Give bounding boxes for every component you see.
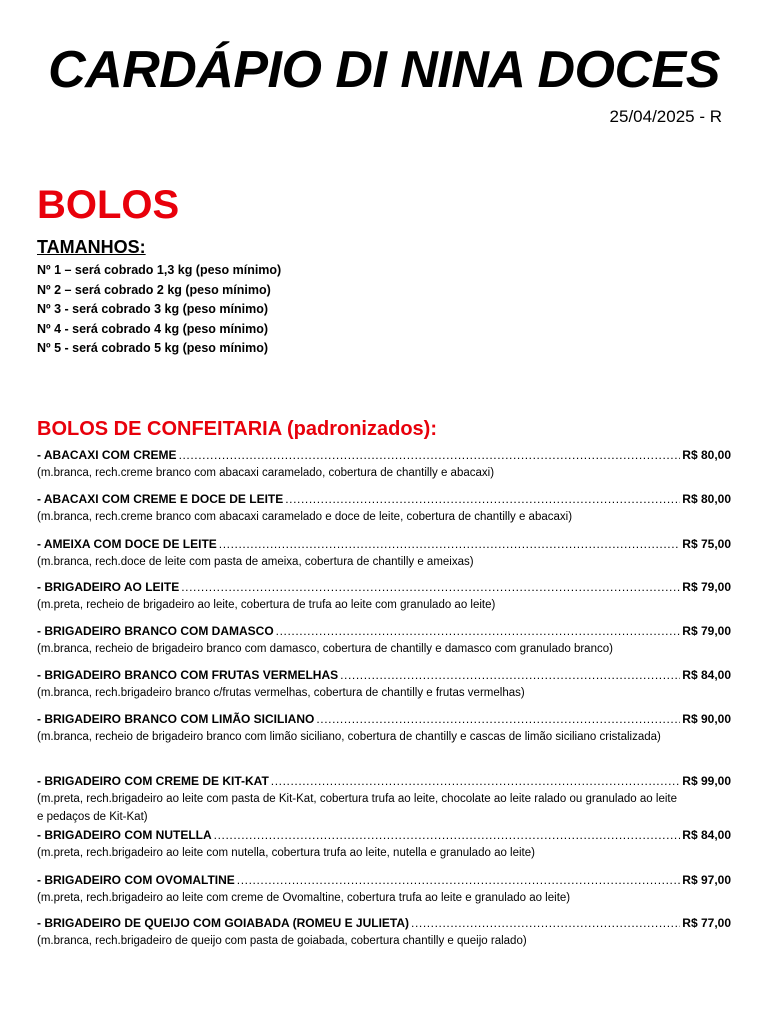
cake-item	[37, 578, 731, 614]
cake-name: - BRIGADEIRO COM NUTELLA	[37, 828, 212, 842]
cake-name: - AMEIXA COM DOCE DE LEITE	[37, 537, 217, 551]
cake-item	[37, 490, 731, 526]
cake-item	[37, 666, 731, 702]
cake-description: (m.branca, rech.brigadeiro branco c/frutas vermelhas, cobertura de chantilly e frutas vermelhas)	[37, 687, 525, 699]
cake-description: (m.branca, rech.creme branco com abacaxi caramelado, cobertura de chantilly e abacaxi)	[37, 467, 495, 479]
cake-item	[37, 535, 731, 571]
dot-leader	[271, 772, 681, 790]
cake-price: R$ 80,00	[682, 492, 731, 506]
cake-name: - ABACAXI COM CREME E DOCE DE LEITE	[37, 492, 284, 506]
cake-name: - ABACAXI COM CREME	[37, 448, 177, 462]
cake-description: (m.branca, rech.doce de leite com pasta de ameixa, cobertura de chantilly e ameixas)	[37, 556, 474, 568]
cake-description: (m.branca, recheio de brigadeiro branco com damasco, cobertura de chantilly e damasco com granulado branco)	[37, 643, 613, 655]
dot-leader	[179, 446, 681, 464]
cake-price: R$ 80,00	[682, 448, 731, 462]
cake-name: - BRIGADEIRO BRANCO COM FRUTAS VERMELHAS	[37, 668, 339, 682]
size-item: Nº 4 - será cobrado 4 kg (peso mínimo)	[37, 321, 269, 336]
dot-leader	[237, 871, 681, 889]
sizes-list	[37, 261, 281, 359]
cake-description: (m.preta, rech.brigadeiro ao leite com nutella, cobertura trufa ao leite, nutella e granulado ao leite)	[37, 847, 535, 859]
cake-price: R$ 84,00	[682, 668, 731, 682]
cake-name: - BRIGADEIRO AO LEITE	[37, 580, 180, 594]
cake-price: R$ 75,00	[682, 537, 731, 551]
cake-description: (m.branca, recheio de brigadeiro branco com limão siciliano, cobertura de chantilly e cascas de limão siciliano cristalizada)	[37, 731, 661, 743]
cake-name: - BRIGADEIRO COM OVOMALTINE	[37, 873, 235, 887]
dot-leader	[316, 710, 680, 728]
cake-item	[37, 914, 731, 950]
cake-price: R$ 90,00	[682, 712, 731, 726]
dot-leader	[340, 666, 680, 684]
cake-price: R$ 84,00	[682, 828, 731, 842]
cake-price: R$ 79,00	[682, 580, 731, 594]
cake-price: R$ 79,00	[682, 624, 731, 638]
dot-leader	[411, 914, 680, 932]
cake-description: (m.preta, rech.brigadeiro ao leite com creme de Ovomaltine, cobertura trufa ao leite e granulado ao leite)	[37, 892, 571, 904]
cake-price: R$ 97,00	[682, 873, 731, 887]
cake-name: - BRIGADEIRO BRANCO COM LIMÃO SICILIANO	[37, 712, 315, 726]
dot-leader	[285, 490, 680, 508]
cake-description: (m.preta, recheio de brigadeiro ao leite, cobertura de trufa ao leite com granulado ao leite)	[37, 599, 496, 611]
size-item: Nº 1 – será cobrado 1,3 kg (peso mínimo)	[37, 263, 282, 277]
cake-price: R$ 99,00	[682, 774, 731, 788]
dot-leader	[214, 826, 681, 844]
dot-leader	[181, 578, 680, 596]
cake-description: (m.preta, rech.brigadeiro ao leite com pasta de Kit-Kat, cobertura trufa ao leite, chocolate ao leite ralado ou granulado ao leite e pedaços de Kit-Kat)	[37, 793, 677, 823]
cake-description: (m.branca, rech.brigadeiro de queijo com pasta de goiabada, cobertura chantilly e queijo ralado)	[37, 935, 527, 947]
size-item: Nº 2 – será cobrado 2 kg (peso mínimo)	[37, 282, 271, 297]
cake-item	[37, 622, 731, 658]
cake-name: - BRIGADEIRO BRANCO COM DAMASCO	[37, 624, 274, 638]
cake-name: - BRIGADEIRO DE QUEIJO COM GOIABADA (ROMEU E JULIETA)	[37, 916, 410, 930]
section-title-bolos: BOLOS	[37, 183, 180, 227]
cake-name: - BRIGADEIRO COM CREME DE KIT-KAT	[37, 774, 269, 788]
cake-item	[37, 446, 731, 482]
menu-title: CARDÁPIO DI NINA DOCES	[48, 41, 720, 99]
confeitaria-heading: BOLOS DE CONFEITARIA (padronizados):	[37, 418, 437, 440]
sizes-heading: TAMANHOS:	[37, 237, 146, 257]
dot-leader	[276, 622, 681, 640]
cake-item	[37, 871, 731, 907]
size-item: Nº 5 - será cobrado 5 kg (peso mínimo)	[37, 341, 269, 355]
cake-price: R$ 77,00	[682, 916, 731, 930]
dot-leader	[219, 535, 681, 553]
cake-item	[37, 826, 731, 862]
size-item: Nº 3 - será cobrado 3 kg (peso mínimo)	[37, 302, 269, 316]
cake-item	[37, 772, 731, 826]
cake-item	[37, 710, 731, 746]
cake-description: (m.branca, rech.creme branco com abacaxi caramelado e doce de leite, cobertura de chantilly e abacaxi)	[37, 511, 573, 523]
menu-date: 25/04/2025 - R	[609, 107, 722, 126]
